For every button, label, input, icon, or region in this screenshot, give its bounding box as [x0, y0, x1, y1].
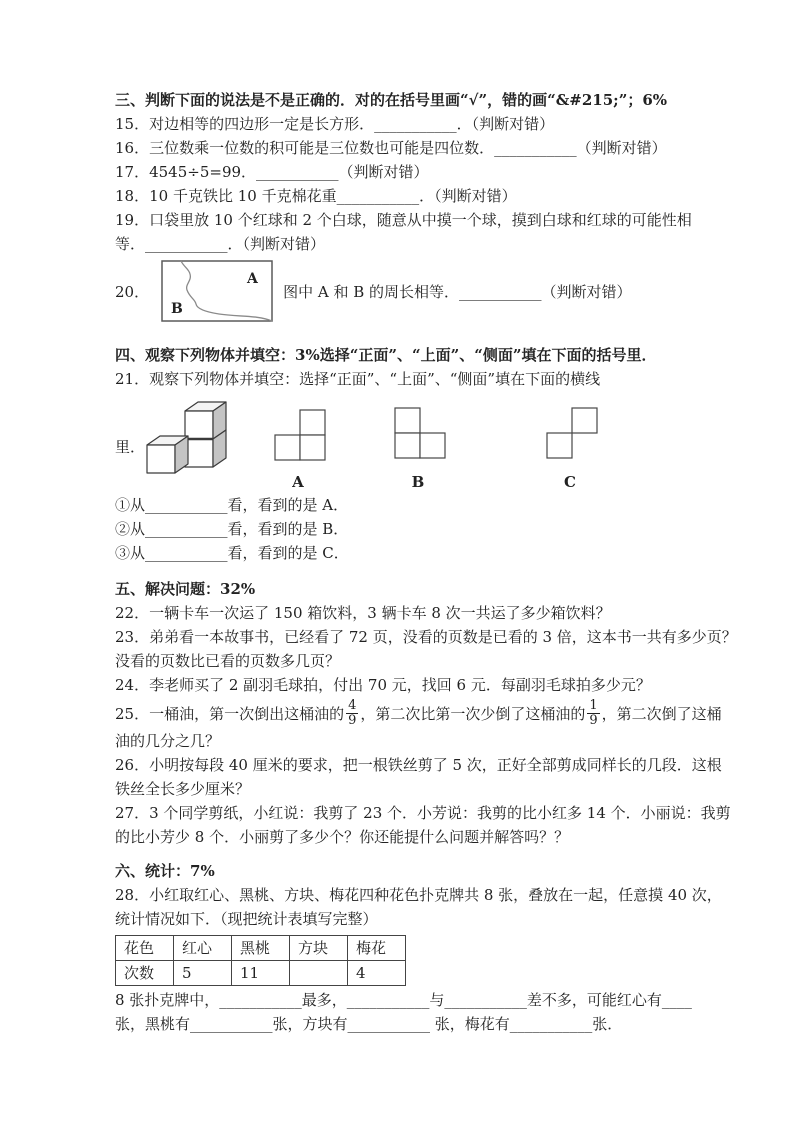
question-28-line1: 28．小红取红心、黑桃、方块、梅花四种花色扑克牌共 8 张，叠放在一起，任意摸 40 次，: [115, 886, 722, 904]
section-observation-heading: 四、观察下列物体并填空：3%选择“正面”、“上面”、“侧面”填在下面的括号里．: [115, 346, 657, 364]
question-18: 18．10 千克铁比 10 千克棉花重___________．（判断对错）: [115, 187, 517, 205]
shape-b-label: B: [411, 473, 425, 491]
fraction-four-ninths: [346, 699, 358, 727]
question-17: 17．4545÷5=99．___________（判断对错）: [115, 163, 429, 181]
region-a-label: A: [247, 271, 258, 287]
question-23-line1: 23．弟弟看一本故事书，已经看了 72 页，没看的页数是已看的 3 倍，这本书一共有多少页？: [115, 628, 737, 646]
section-statistics-heading: 六、统计：7%: [115, 862, 215, 880]
question-21-figures: [115, 393, 703, 493]
view-shape-a: [273, 409, 327, 463]
question-25-line2: 油的几分之几？: [115, 732, 221, 750]
question-28-fill-line2: 张，黑桃有___________张，方块有___________ 张，梅花有___________张．: [115, 1015, 623, 1033]
cube-stack-figure: [137, 393, 237, 485]
table-cell: 4: [348, 961, 406, 986]
table-cell: 方块: [290, 936, 348, 961]
fraction-numerator: 1: [589, 697, 598, 713]
question-21: 21．观察下列物体并填空：选择“正面”、“上面”、“侧面”填在下面的横线: [115, 370, 601, 388]
question-23-line2: 没看的页数比已看的页数多几页？: [115, 652, 341, 670]
section-judgment-heading: 三、判断下面的说法是不是正确的．对的在括号里画“√”，错的画“&#215;”；6%: [115, 91, 668, 109]
question-21-text-li: 里．: [115, 438, 146, 456]
question-27-line2: 的比小芳少 8 个．小丽剪了多少个？你还能提什么问题并解答吗？？: [115, 828, 570, 846]
table-cell: 黑桃: [232, 936, 290, 961]
question-21-blank-2: ②从___________看，看到的是 B．: [115, 520, 349, 538]
question-16: 16．三位数乘一位数的积可能是三位数也可能是四位数．___________（判断对错）: [115, 139, 667, 157]
view-shape-b: [393, 407, 447, 461]
question-25-part3: ，第二次倒了这桶: [601, 704, 722, 723]
table-row-counts: [116, 961, 406, 986]
question-20-number: 20．: [115, 282, 150, 301]
table-cell: [290, 961, 348, 986]
figure-perimeter-regions: [161, 260, 273, 322]
cube-front-face: [185, 439, 213, 467]
section-problems: [115, 577, 737, 849]
table-cell: 红心: [174, 936, 232, 961]
fraction-one-ninth: [587, 699, 599, 727]
fraction-denominator: 9: [348, 712, 357, 728]
suit-count-table: [115, 935, 406, 986]
question-19-line1: 19．口袋里放 10 个红球和 2 个白球，随意从中摸一个球，摸到白球和红球的可能性相: [115, 211, 692, 229]
table-cell: 花色: [116, 936, 174, 961]
question-26-line1: 26．小明按每段 40 厘米的要求，把一根铁丝剪了 5 次，正好全部剪成同样长的几段．这根: [115, 756, 722, 774]
fraction-denominator: 9: [589, 712, 598, 728]
question-21-blank-1: ①从___________看，看到的是 A．: [115, 496, 349, 514]
question-20: [115, 259, 703, 323]
table-cell: 11: [232, 961, 290, 986]
section-observation: [115, 343, 703, 565]
region-b-label: B: [171, 301, 183, 317]
question-20-text: 图中 A 和 B 的周长相等．___________（判断对错）: [283, 282, 632, 301]
section-problems-heading: 五、解决问题：32%: [115, 580, 256, 598]
question-22: 22．一辆卡车一次运了 150 箱饮料，3 辆卡车 8 次一共运了多少箱饮料？: [115, 604, 611, 622]
question-27-line1: 27．3 个同学剪纸，小红说：我剪了 23 个．小芳说：我剪的比小红多 14 个．小丽说：我剪: [115, 804, 731, 822]
question-28-fill-line1: 8 张扑克牌中，___________最多，___________与___________差不多，可能红心有____: [115, 991, 692, 1009]
shape-c-label: C: [564, 473, 576, 491]
question-25-part1: 25．一桶油，第一次倒出这桶油的: [115, 704, 345, 723]
question-25-part2: ，第二次比第一次少倒了这桶油的: [360, 704, 586, 723]
question-24: 24．李老师买了 2 副羽毛球拍，付出 70 元，找回 6 元．每副羽毛球拍多少元？: [115, 676, 651, 694]
shape-a-label: A: [292, 473, 304, 491]
fraction-numerator: 4: [348, 697, 357, 713]
table-row-suits: [116, 936, 406, 961]
question-26-line2: 铁丝全长多少厘米？: [115, 780, 251, 798]
table-cell: 次数: [116, 961, 174, 986]
table-cell: 5: [174, 961, 232, 986]
section-judgment: [115, 88, 703, 323]
question-25-line1: [115, 697, 722, 729]
cube-front-face: [147, 445, 175, 473]
question-19-line2: 等．___________．（判断对错）: [115, 235, 326, 253]
cube-front-face: [185, 411, 213, 439]
view-shape-c: [545, 407, 599, 461]
question-15: 15．对边相等的四边形一定是长方形．___________．（判断对错）: [115, 115, 555, 133]
table-cell: 梅花: [348, 936, 406, 961]
section-statistics: [115, 859, 722, 1036]
question-28-line2: 统计情况如下．（现把统计表填写完整）: [115, 910, 378, 928]
question-21-blank-3: ③从___________看，看到的是 C．: [115, 544, 349, 562]
